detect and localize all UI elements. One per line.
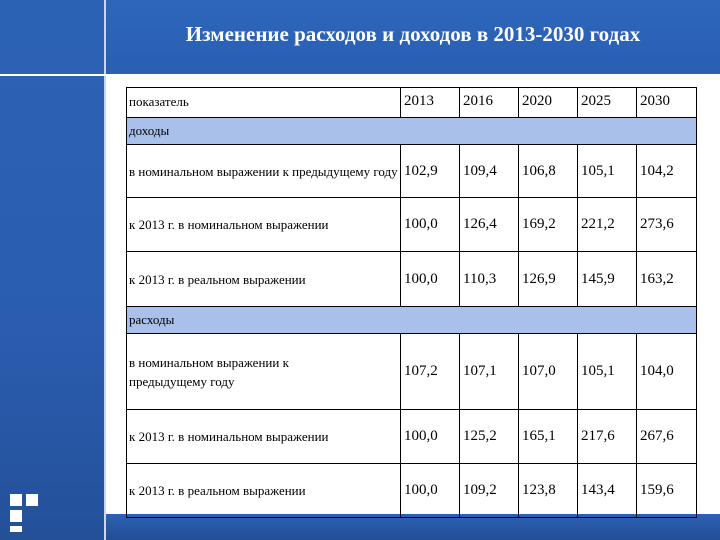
table-cell: 109,2 xyxy=(460,464,519,518)
table-cell: 100,0 xyxy=(401,198,460,252)
section-label: доходы xyxy=(127,118,697,145)
table-cell: 163,2 xyxy=(637,252,697,307)
row-label-text: в номинальном выражении к предыдущему году xyxy=(129,354,289,389)
table-cell: 217,6 xyxy=(578,410,637,464)
sidebar-divider xyxy=(104,0,106,540)
table-cell: 267,6 xyxy=(637,410,697,464)
table-cell: 123,8 xyxy=(519,464,578,518)
table-cell: 105,1 xyxy=(578,145,637,198)
row-label: в номинальном выражении к предыдущему году xyxy=(127,145,401,198)
table-cell: 165,1 xyxy=(519,410,578,464)
table-cell: 110,3 xyxy=(460,252,519,307)
left-sidebar-band xyxy=(0,0,104,540)
table-cell: 273,6 xyxy=(637,198,697,252)
table-cell: 105,1 xyxy=(578,334,637,410)
row-label: к 2013 г. в номинальном выражении xyxy=(127,198,401,252)
table-cell: 145,9 xyxy=(578,252,637,307)
table-cell: 104,0 xyxy=(637,334,697,410)
table-cell: 125,2 xyxy=(460,410,519,464)
table-cell: 102,9 xyxy=(401,145,460,198)
title-divider xyxy=(0,74,720,76)
table-cell: 126,4 xyxy=(460,198,519,252)
year-header: 2025 xyxy=(578,88,637,118)
indicators-table xyxy=(126,87,697,518)
table-cell: 143,4 xyxy=(578,464,637,518)
table-cell: 104,2 xyxy=(637,145,697,198)
year-header: 2030 xyxy=(637,88,697,118)
decorative-squares-icon xyxy=(10,494,50,534)
table-header-row xyxy=(127,88,697,118)
table-cell: 109,4 xyxy=(460,145,519,198)
table-cell: 107,0 xyxy=(519,334,578,410)
header-label: показатель xyxy=(127,88,401,118)
row-label xyxy=(127,334,401,410)
section-row-income xyxy=(127,118,697,145)
table-cell: 107,2 xyxy=(401,334,460,410)
table-row xyxy=(127,410,697,464)
table-row xyxy=(127,145,697,198)
table-cell: 100,0 xyxy=(401,252,460,307)
year-header: 2016 xyxy=(460,88,519,118)
section-row-expenses xyxy=(127,307,697,334)
table-row xyxy=(127,252,697,307)
row-label: к 2013 г. в реальном выражении xyxy=(127,252,401,307)
row-label: к 2013 г. в реальном выражении xyxy=(127,464,401,518)
slide-title: Изменение расходов и доходов в 2013-2030 годах xyxy=(185,22,641,46)
table-cell: 100,0 xyxy=(401,464,460,518)
year-header: 2013 xyxy=(401,88,460,118)
row-label: к 2013 г. в номинальном выражении xyxy=(127,410,401,464)
table-cell: 159,6 xyxy=(637,464,697,518)
table-row xyxy=(127,334,697,410)
table-cell: 100,0 xyxy=(401,410,460,464)
table-cell: 126,9 xyxy=(519,252,578,307)
table-cell: 106,8 xyxy=(519,145,578,198)
section-label: расходы xyxy=(127,307,697,334)
table-row xyxy=(127,198,697,252)
table-cell: 221,2 xyxy=(578,198,637,252)
year-header: 2020 xyxy=(519,88,578,118)
table-row xyxy=(127,464,697,518)
table-cell: 107,1 xyxy=(460,334,519,410)
table-cell: 169,2 xyxy=(519,198,578,252)
